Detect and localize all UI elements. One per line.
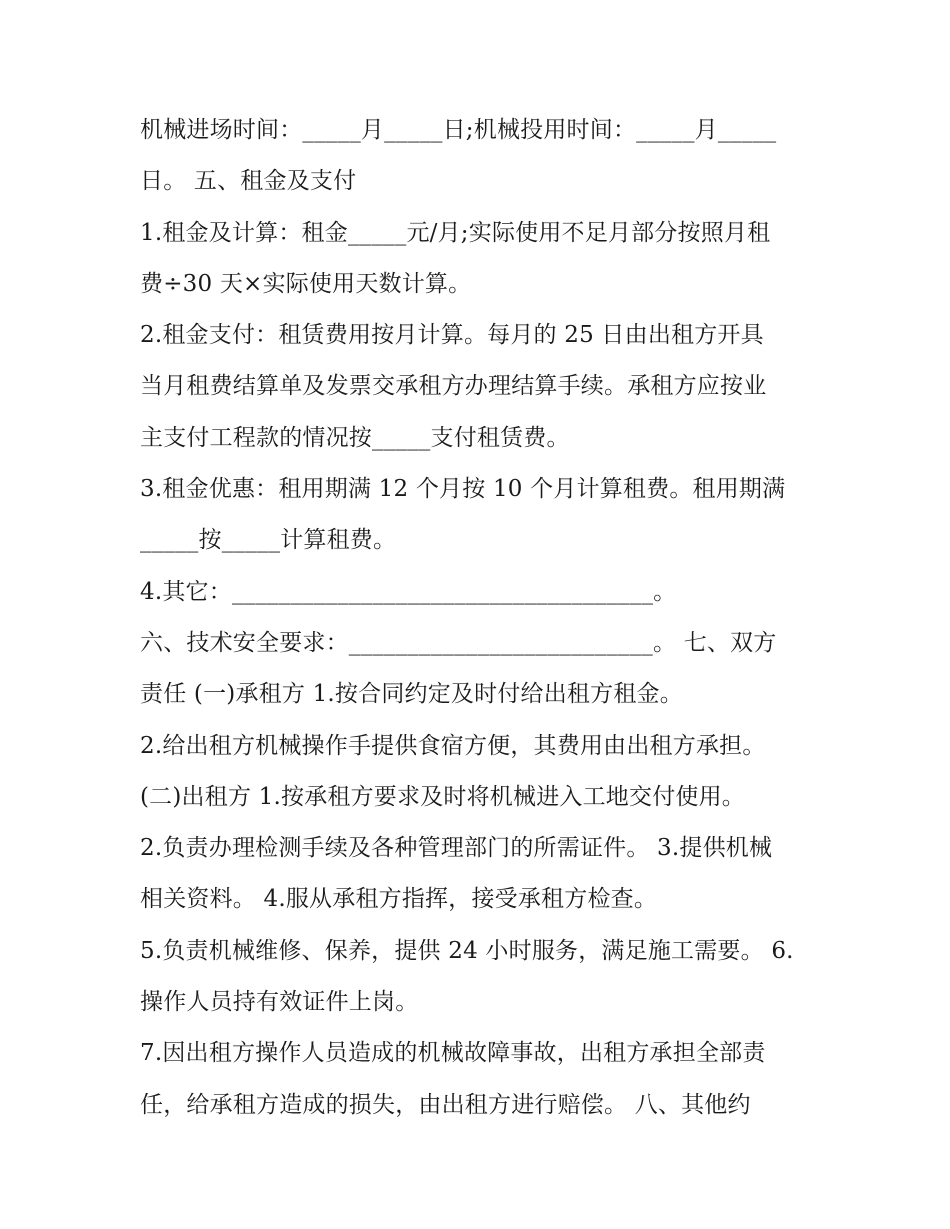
text-line: 机械进场时间：_____月_____日;机械投用时间：_____月_____ <box>140 117 777 143</box>
text-line: 2.租金支付：租赁费用按月计算。每月的 25 日由出租方开具 <box>140 322 764 349</box>
text-line: (二)出租方 1.按承租方要求及时将机械进入工地交付使用。 <box>140 783 746 810</box>
text-line: 1.租金及计算：租金_____元/月;实际使用不足月部分按照月租 <box>140 219 771 246</box>
text-line: 2.给出租方机械操作手提供食宿方便，其费用由出租方承担。 <box>140 732 766 759</box>
text-line: 4.其它：____________________________________。 <box>140 578 677 605</box>
text-line: 操作人员持有效证件上岗。 <box>140 989 419 1016</box>
text-line: 当月租费结算单及发票交承租方办理结算手续。承租方应按业 <box>140 373 767 400</box>
text-line: 日。 五、租金及支付 <box>140 168 357 195</box>
text-line: 3.租金优惠：租用期满 12 个月按 10 个月计算租费。租用期满 <box>140 476 786 503</box>
text-line: 7.因出租方操作人员造成的机械故障事故，出租方承担全部责 <box>140 1040 766 1067</box>
text-line: 主支付工程款的情况按_____支付租赁费。 <box>140 424 570 451</box>
text-line: 费÷30 天×实际使用天数计算。 <box>140 270 472 297</box>
text-line: 任，给承租方造成的损失，由出租方进行赔偿。 八、其他约 <box>140 1091 751 1118</box>
text-line: 5.负责机械维修、保养，提供 24 小时服务，满足施工需要。 6. <box>140 937 794 964</box>
text-line: 相关资料。 4.服从承租方指挥，接受承租方检查。 <box>140 886 658 913</box>
text-line: 2.负责办理检测手续及各种管理部门的所需证件。 3.提供机械 <box>140 835 773 862</box>
text-line: _____按_____计算租费。 <box>140 527 397 554</box>
contract-text <box>140 105 820 1131</box>
text-line: 六、技术安全要求：__________________________。 七、双方 <box>140 629 777 656</box>
text-line: 责任 (一)承租方 1.按合同约定及时付给出租方租金。 <box>140 681 683 708</box>
